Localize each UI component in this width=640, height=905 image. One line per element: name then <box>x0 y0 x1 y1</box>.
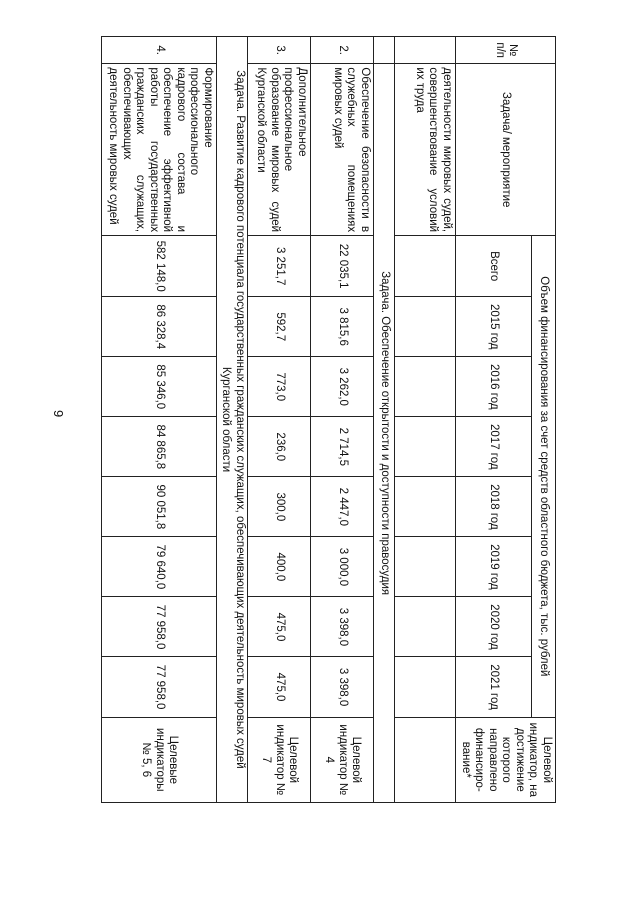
table-row <box>311 37 374 803</box>
row-value: 3 398,0 <box>311 597 374 657</box>
row-value: 475,0 <box>248 657 311 717</box>
task-empty-cell <box>374 37 395 64</box>
row-value: 77 958,0 <box>102 657 217 717</box>
row-number: 3. <box>248 37 311 64</box>
financing-table <box>101 36 556 803</box>
row-indicator: Целевой индикатор № 7 <box>248 717 311 802</box>
rotated-table-container <box>100 36 556 803</box>
row-value: 475,0 <box>248 597 311 657</box>
row-value: 592,7 <box>248 297 311 357</box>
row-value <box>395 657 456 717</box>
row-value <box>395 417 456 477</box>
header-year: 2019 год <box>456 537 532 597</box>
row-value <box>395 597 456 657</box>
row-value: 3 815,6 <box>311 297 374 357</box>
row-total <box>395 236 456 297</box>
table-row <box>395 37 456 803</box>
task-heading: Задача. Обеспечение открытости и доступности правосудия <box>374 64 395 803</box>
header-year: 2017 год <box>456 417 532 477</box>
row-value <box>395 297 456 357</box>
row-indicator <box>395 717 456 802</box>
header-no: № п/п <box>456 37 556 64</box>
header-total: Всего <box>456 236 532 297</box>
row-value: 3 398,0 <box>311 657 374 717</box>
row-value: 85 346,0 <box>102 357 217 417</box>
row-value: 90 051,8 <box>102 477 217 537</box>
header-year: 2021 год <box>456 657 532 717</box>
row-number <box>395 37 456 64</box>
header-task: Задача/ мероприятие <box>456 64 556 236</box>
task-row <box>374 37 395 803</box>
row-value: 79 640,0 <box>102 537 217 597</box>
page-number: 9 <box>51 410 66 418</box>
row-value <box>395 357 456 417</box>
row-value <box>395 477 456 537</box>
header-year: 2018 год <box>456 477 532 537</box>
task-row <box>217 37 248 803</box>
row-value: 77 958,0 <box>102 597 217 657</box>
row-value: 2 447,0 <box>311 477 374 537</box>
row-value: 773,0 <box>248 357 311 417</box>
row-total: 22 035,1 <box>311 236 374 297</box>
row-indicator: Целевой индикатор № 4 <box>311 717 374 802</box>
row-value: 86 328,4 <box>102 297 217 357</box>
row-value: 84 865,8 <box>102 417 217 477</box>
header-year: 2015 год <box>456 297 532 357</box>
table-row <box>102 37 217 803</box>
header-indicator: Целевой индикатор, на достижение которого направлено финансиро-вание* <box>456 717 556 802</box>
row-value: 2 714,5 <box>311 417 374 477</box>
row-total: 582 148,0 <box>102 236 217 297</box>
table-row <box>248 37 311 803</box>
row-event: деятельности мировых судей, совершенствование условий их труда <box>395 64 456 236</box>
row-number: 4. <box>102 37 217 64</box>
row-number: 2. <box>311 37 374 64</box>
header-financing: Объем финансирования за счет средств областного бюджета, тыс. рублей <box>532 236 556 718</box>
row-value <box>395 537 456 597</box>
task-heading: Задача. Развитие кадрового потенциала государственных гражданских служащих, обеспечивающих деятельность мировых судей Курганской области <box>217 37 248 803</box>
header-year: 2016 год <box>456 357 532 417</box>
row-value: 236,0 <box>248 417 311 477</box>
row-value: 300,0 <box>248 477 311 537</box>
row-event: Формирование профессионального кадрового состава и обеспечение эффективной работы государственных гражданских служащих, обеспечивающих деятельность мировых судей <box>102 64 217 236</box>
row-value: 3 000,0 <box>311 537 374 597</box>
row-event: Обеспечение безопасности в служебных помещениях мировых судей <box>311 64 374 236</box>
row-value: 3 262,0 <box>311 357 374 417</box>
header-year: 2020 год <box>456 597 532 657</box>
row-value: 400,0 <box>248 537 311 597</box>
row-event: Дополнительное профессиональное образование мировых судей Курганской области <box>248 64 311 236</box>
row-total: 3 251,7 <box>248 236 311 297</box>
row-indicator: Целевые индикаторы № 5, 6 <box>102 717 217 802</box>
